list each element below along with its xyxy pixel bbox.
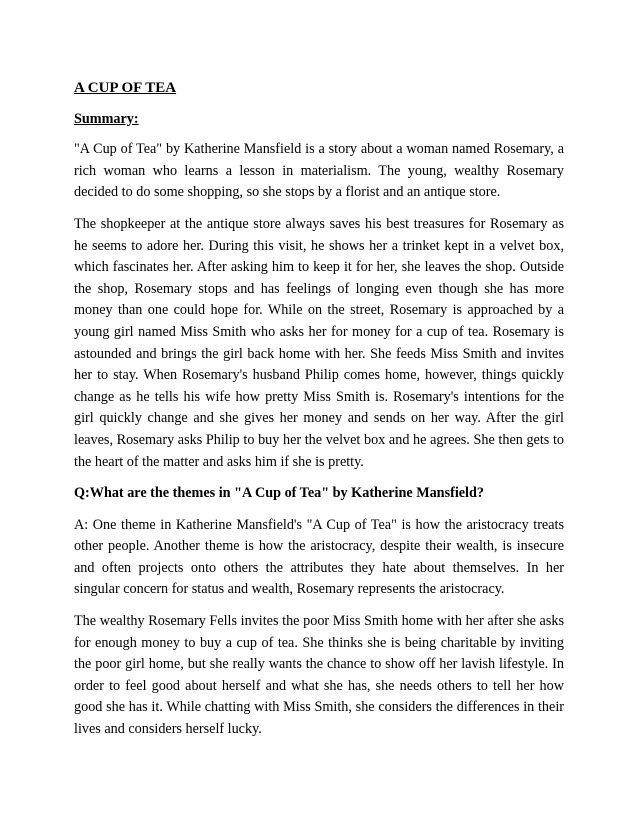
document-page [74,78,564,751]
summary-paragraph-2: The shopkeeper at the antique store always saves his best treasures for Rosemary as he seems to adore her. During this visit, he shows her a trinket kept in a velvet box, which fascinates her. After asking him to keep it for her, she leaves the shop. Outside the shop, Rosemary stops and has feelings of longing even though she has more money than one could hope for. While on the street, Rosemary is approached by a young girl named Miss Smith who asks her for money for a cup of tea. Rosemary is astounded and brings the girl back home with her. She feeds Miss Smith and invites her to stay. When Rosemary's husband Philip comes home, however, things quickly change as he tells his wife how pretty Miss Smith is. Rosemary's intentions for the girl quickly change and she gives her money and sends on her way. After the girl leaves, Rosemary asks Philip to buy her the velvet box and he agrees. She then gets to the heart of the matter and asks him if she is pretty. [74,215,564,470]
summary-paragraph-1: "A Cup of Tea" by Katherine Mansfield is a story about a woman named Rosemary, a rich woman who learns a lesson in materialism. The young, wealthy Rosemary decided to do some shopping, so she stops by a florist and an antique store. [74,141,564,201]
summary-heading: Summary: [74,110,139,127]
answer-paragraph-1: A: One theme in Katherine Mansfield's "A Cup of Tea" is how the aristocracy treats other people. Another theme is how the aristocracy, despite their wealth, is insecure and often projects onto others the attributes they hate about themselves. In her singular concern for status and wealth, Rosemary represents the aristocracy. [74,516,564,598]
question-heading: Q:What are the themes in "A Cup of Tea" by Katherine Mansfield? [74,485,484,502]
document-title: A CUP OF TEA [74,80,177,96]
answer-paragraph-2: The wealthy Rosemary Fells invites the poor Miss Smith home with her after she asks for enough money to buy a cup of tea. She thinks she is being charitable by inviting the poor girl home, but she really wants the chance to show off her lavish lifestyle. In order to feel good about herself and what she has, she needs others to tell her how good she has it. While chatting with Miss Smith, she considers the differences in their lives and considers herself lucky. [74,613,564,738]
